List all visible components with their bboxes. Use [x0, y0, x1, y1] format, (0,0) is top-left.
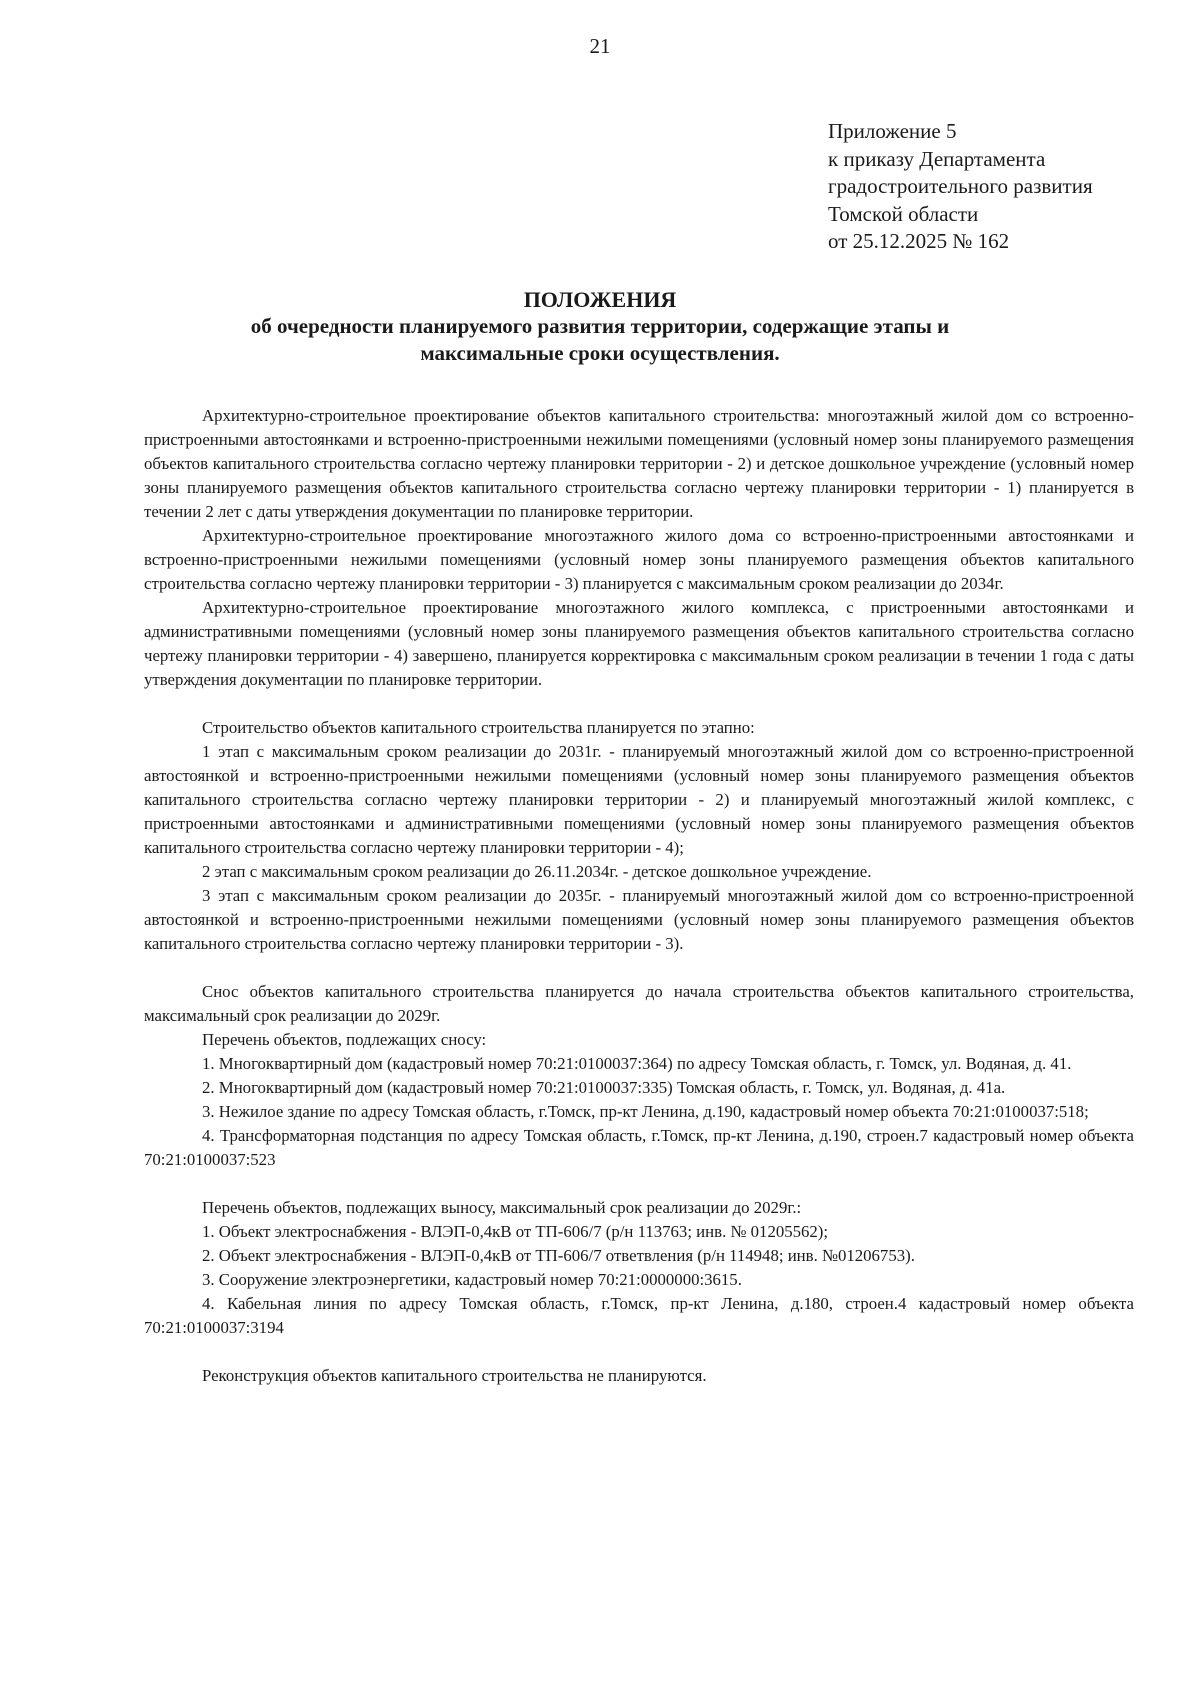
- appendix-line: Приложение 5: [828, 119, 957, 143]
- paragraph: Перечень объектов, подлежащих выносу, максимальный срок реализации до 2029г.:: [202, 1198, 802, 1217]
- paragraph: Реконструкция объектов капитального строительства не планируются.: [202, 1366, 707, 1385]
- paragraph-gap: [144, 692, 1134, 716]
- appendix-block: [828, 118, 1093, 256]
- paragraph: 3 этап с максимальным сроком реализации до 2035г. - планируемый многоэтажный жилой дом со встроенно-пристроенной автостоянкой и встроенно-пристроенными нежилыми помещениями (условный номер зоны планируемого размещения объектов капитального строительства согласно чертежу планировки территории - 3).: [144, 886, 1134, 953]
- paragraph: 1 этап с максимальным сроком реализации до 2031г. - планируемый многоэтажный жилой дом со встроенно-пристроенной автостоянкой и встроенно-пристроенными нежилыми помещениями (условный номер зоны планируемого размещения объектов капитального строительства согласно чертежу планировки территории - 2) и планируемый многоэтажный жилой комплекс, с пристроенными автостоянками и административными помещениями (условный номер зоны планируемого размещения объектов капитального строительства согласно чертежу планировки территории - 4);: [144, 742, 1134, 857]
- paragraph: 4. Кабельная линия по адресу Томская область, г.Томск, пр-кт Ленина, д.180, строен.4 кадастровый номер объекта 70:21:0100037:3194: [144, 1294, 1134, 1337]
- title-line: об очередности планируемого развития территории, содержащие этапы и: [250, 314, 950, 338]
- appendix-line: Томской области: [828, 201, 979, 226]
- paragraph: Перечень объектов, подлежащих сносу:: [202, 1030, 487, 1049]
- paragraph-gap: [144, 956, 1134, 980]
- paragraph: 1. Объект электроснабжения - ВЛЭП-0,4кВ от ТП-606/7 (р/н 113763; инв. № 01205562);: [202, 1222, 829, 1241]
- paragraph: 3. Нежилое здание по адресу Томская область, г.Томск, пр-кт Ленина, д.190, кадастровый номер объекта 70:21:0100037:518;: [202, 1102, 1089, 1121]
- paragraph-gap: [144, 1172, 1134, 1196]
- paragraph: 2. Многоквартирный дом (кадастровый номер 70:21:0100037:335) Томская область, г. Томск, ул. Водяная, д. 41а.: [202, 1078, 1006, 1097]
- paragraph: 3. Сооружение электроэнергетики, кадастровый номер 70:21:0000000:3615.: [202, 1270, 742, 1289]
- paragraph: Архитектурно-строительное проектирование многоэтажного жилого комплекса, с пристроенными автостоянками и административными помещениями (условный номер зоны планируемого размещения объектов капитального строительства согласно чертежу планировки территории - 4) завершено, планируется корректировка с максимальным сроком реализации в течении 1 года с даты утверждения документации по планировке территории.: [144, 598, 1134, 689]
- document-title: [140, 286, 1060, 367]
- paragraph-gap: [144, 1340, 1134, 1364]
- appendix-line: к приказу Департамента: [828, 146, 1046, 171]
- paragraph: 4. Трансформаторная подстанция по адресу Томская область, г.Томск, пр-кт Ленина, д.190, строен.7 кадастровый номер объекта 70:21:0100037:523: [144, 1126, 1134, 1169]
- paragraph: 1. Многоквартирный дом (кадастровый номер 70:21:0100037:364) по адресу Томская область, г. Томск, ул. Водяная, д. 41.: [202, 1054, 1072, 1073]
- paragraph: Архитектурно-строительное проектирование объектов капитального строительства: многоэтажный жилой дом со встроенно-пристроенными автостоянками и встроенно-пристроенными нежилыми помещениями (условный номер зоны планируемого размещения объектов капитального строительства согласно чертежу планировки территории - 2) и детское дошкольное учреждение (условный номер зоны планируемого размещения объектов капитального строительства согласно чертежу планировки территории - 1) планируется в течении 2 лет с даты утверждения документации по планировке территории.: [144, 406, 1134, 521]
- paragraph: 2 этап с максимальным сроком реализации до 26.11.2034г. - детское дошкольное учреждение.: [202, 862, 872, 881]
- title-line: максимальные сроки осуществления.: [420, 341, 780, 365]
- paragraph: Архитектурно-строительное проектирование многоэтажного жилого дома со встроенно-пристроенными автостоянками и встроенно-пристроенными нежилыми помещениями (условный номер зоны планируемого размещения объектов капитального строительства согласно чертежу планировки территории - 3) планируется с максимальным сроком реализации до 2034г.: [144, 526, 1134, 593]
- page-number: 21: [589, 34, 611, 58]
- paragraph: 2. Объект электроснабжения - ВЛЭП-0,4кВ от ТП-606/7 ответвления (р/н 114948; инв. №01206753).: [202, 1246, 915, 1265]
- appendix-line: от 25.12.2025 № 162: [828, 229, 1010, 253]
- appendix-line: градостроительного развития: [828, 174, 1093, 198]
- paragraph: Снос объектов капитального строительства планируется до начала строительства объектов капитального строительства, максимальный срок реализации до 2029г.: [144, 982, 1134, 1025]
- title-line: ПОЛОЖЕНИЯ: [523, 287, 677, 312]
- paragraph: Строительство объектов капитального строительства планируется по этапно:: [202, 718, 755, 737]
- document-body: [144, 404, 1134, 1388]
